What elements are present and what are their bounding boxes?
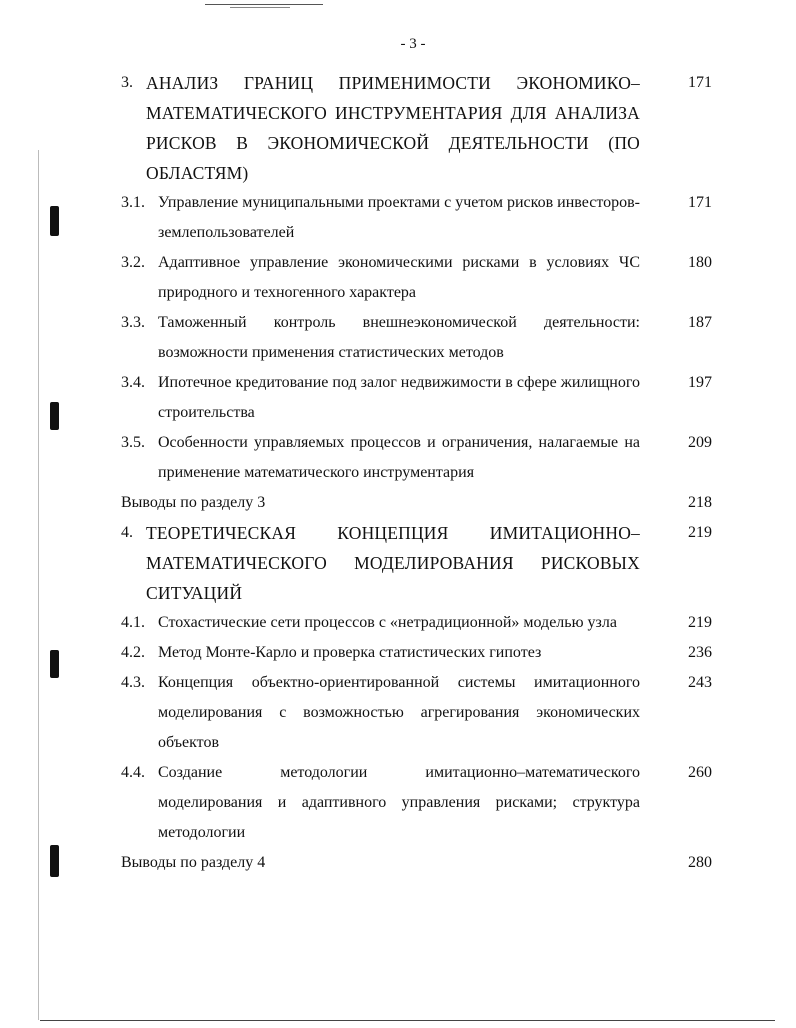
toc-page-number: 197 [688,374,712,391]
binding-hole-mark [50,650,59,678]
toc-title: Особенности управляемых процессов и ограничения, налагаемые на применение математического инструментария [158,434,640,481]
toc-number: 4.4. [121,764,145,781]
toc-title: Таможенный контроль внешнеэкономической деятельности: возможности применения статистических методов [158,314,640,361]
toc-title: Управление муниципальными проектами с учетом рисков инвесторов-землепользователей [158,194,640,241]
scan-artifact-line [205,4,323,5]
toc-page-number: 236 [688,644,712,661]
toc-page-number: 219 [688,614,712,631]
toc-number: 4.3. [121,674,145,691]
toc-number: 4. [121,524,133,541]
toc-title: Концепция объектно-ориентированной системы имитационного моделирования с возможностью агрегирования экономических объектов [158,674,640,751]
table-of-contents [121,68,716,878]
toc-page-number: 218 [688,494,712,511]
toc-page-number: 171 [688,194,712,211]
toc-page-number: 187 [688,314,712,331]
toc-number: 3.1. [121,194,145,211]
toc-number: 3.2. [121,254,145,271]
toc-section-4-3 [121,668,716,758]
toc-title: Создание методологии имитационно–математического моделирования и адаптивного управления рисками; структура методологии [158,764,640,841]
toc-section-4-1 [121,608,716,638]
toc-section-3-1 [121,188,716,248]
scan-artifact-line [230,7,290,8]
toc-title: Адаптивное управление экономическими рисками в условиях ЧС природного и техногенного характера [158,254,640,301]
scan-page-edge [38,150,39,1020]
toc-number: 4.1. [121,614,145,631]
binding-hole-mark [50,845,59,877]
toc-section-3-2 [121,248,716,308]
toc-section-3-4 [121,368,716,428]
toc-title: Ипотечное кредитование под залог недвижимости в сфере жилищного строительства [158,374,640,421]
toc-title: Метод Монте-Карло и проверка статистических гипотез [158,644,542,661]
toc-page-number: 171 [688,74,712,91]
toc-section-4-4 [121,758,716,848]
scan-page-edge [40,1020,775,1021]
toc-title: Выводы по разделу 4 [121,854,266,871]
toc-section-3-5 [121,428,716,488]
toc-page-number: 180 [688,254,712,271]
page-number: - 3 - [400,36,426,52]
toc-page-number: 209 [688,434,712,451]
toc-number: 3.3. [121,314,145,331]
toc-title: ТЕОРЕТИЧЕСКАЯ КОНЦЕПЦИЯ ИМИТАЦИОННО–МАТЕМАТИЧЕСКОГО МОДЕЛИРОВАНИЯ РИСКОВЫХ СИТУАЦИЙ [146,523,640,603]
toc-conclusion-3 [121,488,716,518]
toc-page-number: 243 [688,674,712,691]
toc-number: 3.4. [121,374,145,391]
toc-number: 4.2. [121,644,145,661]
toc-number: 3. [121,74,133,91]
toc-chapter-4 [121,518,716,608]
toc-section-4-2 [121,638,716,668]
toc-number: 3.5. [121,434,145,451]
toc-title: Выводы по разделу 3 [121,494,266,511]
toc-page-number: 260 [688,764,712,781]
toc-section-3-3 [121,308,716,368]
binding-hole-mark [50,402,59,430]
toc-title: АНАЛИЗ ГРАНИЦ ПРИМЕНИМОСТИ ЭКОНОМИКО–МАТЕМАТИЧЕСКОГО ИНСТРУМЕНТАРИЯ ДЛЯ АНАЛИЗА РИСКОВ В ЭКОНОМИЧЕСКОЙ ДЕЯТЕЛЬНОСТИ (ПО ОБЛАСТЯМ) [146,73,640,183]
toc-title: Стохастические сети процессов с «нетрадиционной» моделью узла [158,614,617,631]
toc-page-number: 219 [688,524,712,541]
toc-page-number: 280 [688,854,712,871]
binding-hole-mark [50,206,59,236]
toc-conclusion-4 [121,848,716,878]
toc-chapter-3 [121,68,716,188]
